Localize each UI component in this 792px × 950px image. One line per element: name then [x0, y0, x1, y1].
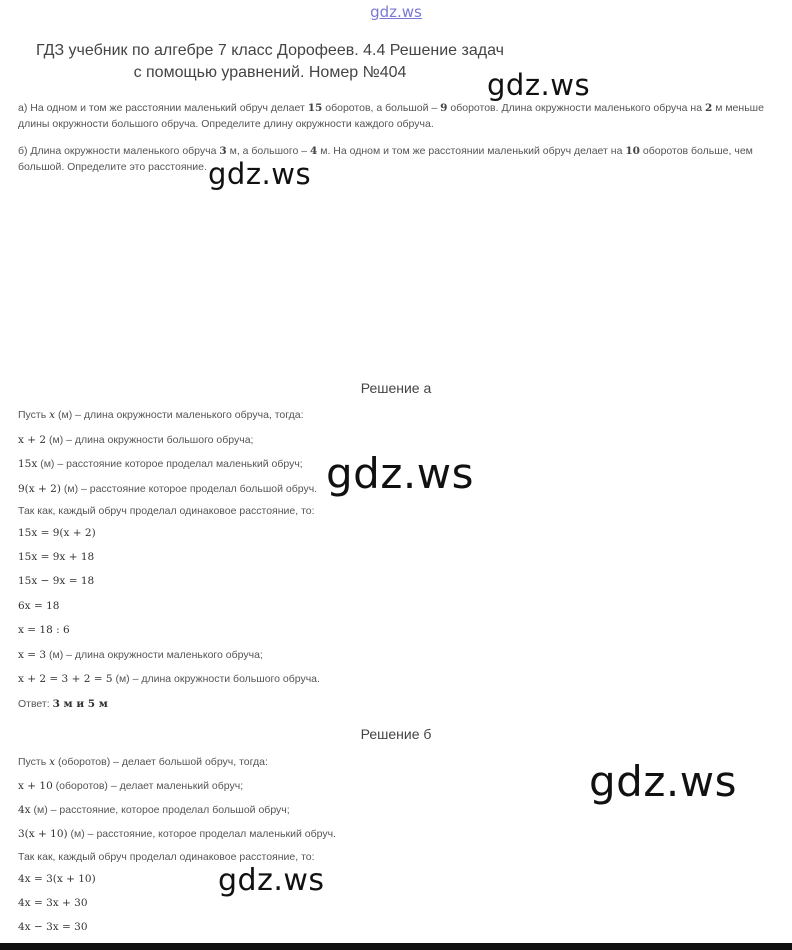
bottom-bar [0, 943, 792, 950]
watermark: gdz.ws [326, 449, 474, 498]
solution-b-line [18, 780, 243, 792]
math: x + 2 = 3 + 2 = 5 [18, 673, 113, 685]
math: x [49, 409, 56, 421]
equation: 15x = 9x + 18 [18, 551, 95, 563]
text: (м) – длина окружности маленького обруча; [46, 649, 263, 661]
text: (м) – расстояние которое проделал большой обруч. [60, 483, 318, 495]
math: 3(x + 10) [18, 828, 68, 840]
task-a-text [18, 100, 778, 132]
watermark: gdz.ws [487, 68, 591, 102]
text: Пусть [18, 756, 50, 768]
page-title [0, 40, 540, 84]
text: (м) – длина окружности маленького обруча, тогда: [55, 409, 304, 421]
site-logo-link[interactable]: gdz.ws [370, 3, 422, 21]
solution-b-line [18, 828, 336, 840]
solution-a-answer [18, 698, 108, 710]
math: 9(x + 2) [18, 483, 61, 495]
equation: 15x − 9x = 18 [18, 575, 95, 587]
math: x = 3 [18, 649, 47, 661]
task-b-part: м. На одном и том же расстоянии маленький обруч делает на [317, 145, 626, 157]
task-a-part: оборотов. Длина окружности маленького обруча на [447, 102, 705, 114]
solution-a-line [18, 483, 317, 495]
text: (оборотов) – делает большой обруч, тогда: [55, 756, 268, 768]
solution-b-heading: Решение б [360, 726, 432, 742]
text: (м) – расстояние которое проделал маленький обруч; [37, 458, 303, 470]
text: (оборотов) – делает маленький обруч; [52, 780, 244, 792]
math: 4x [18, 804, 31, 816]
math: x + 10 [18, 780, 53, 792]
solution-b-line: Так как, каждый обруч проделал одинаковое расстояние, то: [18, 851, 315, 863]
math: x [49, 756, 56, 768]
watermark: gdz.ws [208, 157, 312, 191]
page-title-line2: с помощью уравнений. Номер №404 [133, 64, 407, 81]
text: (м) – расстояние, которое проделал большой обруч; [30, 804, 290, 816]
task-a-number: 15 [307, 102, 323, 114]
equation: 6x = 18 [18, 600, 60, 612]
text: (м) – длина окружности большого обруча. [112, 673, 320, 685]
task-b-text [18, 143, 778, 175]
math: 15x [18, 458, 38, 470]
task-a-part: а) На одном и том же расстоянии маленький обруч делает [18, 102, 308, 114]
solution-a-line [18, 409, 304, 421]
solution-b-line [18, 804, 290, 816]
task-b-number: 3 [219, 145, 227, 157]
equation: x = 18 : 6 [18, 624, 70, 636]
answer-value: 3 м и 5 м [52, 698, 108, 710]
text: (м) – расстояние, которое проделал маленький обруч. [67, 828, 336, 840]
solution-a-line: Так как, каждый обруч проделал одинаковое расстояние, то: [18, 505, 315, 517]
task-b-number: 4 [310, 145, 318, 157]
task-a-number: 9 [440, 102, 448, 114]
page-title-line1: ГДЗ учебник по алгебре 7 класс Дорофеев. 4.4 Решение задач [36, 42, 504, 59]
math: x + 2 [18, 434, 47, 446]
text: (м) – длина окружности большого обруча; [46, 434, 254, 446]
solution-a-line [18, 649, 263, 661]
task-a-part: оборотов, а большой – [322, 102, 441, 114]
solution-a-heading: Решение а [360, 380, 432, 396]
equation: 4x − 3x = 30 [18, 921, 88, 933]
watermark: gdz.ws [218, 863, 325, 898]
task-a-number: 2 [704, 102, 713, 114]
equation: 4x = 3(x + 10) [18, 873, 96, 885]
task-b-part: оборотов больше, чем большой. Определите это расстояние. [18, 145, 753, 173]
text: Ответ: [18, 698, 53, 710]
task-b-part: м, а большого – [226, 145, 311, 157]
watermark: gdz.ws [589, 757, 737, 806]
text: Пусть [18, 409, 50, 421]
task-a-part: м меньше длины окружности большого обруча. Определите длину окружности каждого обруча. [18, 102, 764, 130]
solution-a-line [18, 673, 320, 685]
solution-a-line [18, 458, 303, 470]
task-b-number: 10 [625, 145, 640, 157]
equation: 4x = 3x + 30 [18, 897, 88, 909]
solution-b-line [18, 756, 268, 768]
equation: 15x = 9(x + 2) [18, 527, 96, 539]
task-b-part: б) Длина окружности маленького обруча [18, 145, 220, 157]
solution-a-line [18, 434, 253, 446]
